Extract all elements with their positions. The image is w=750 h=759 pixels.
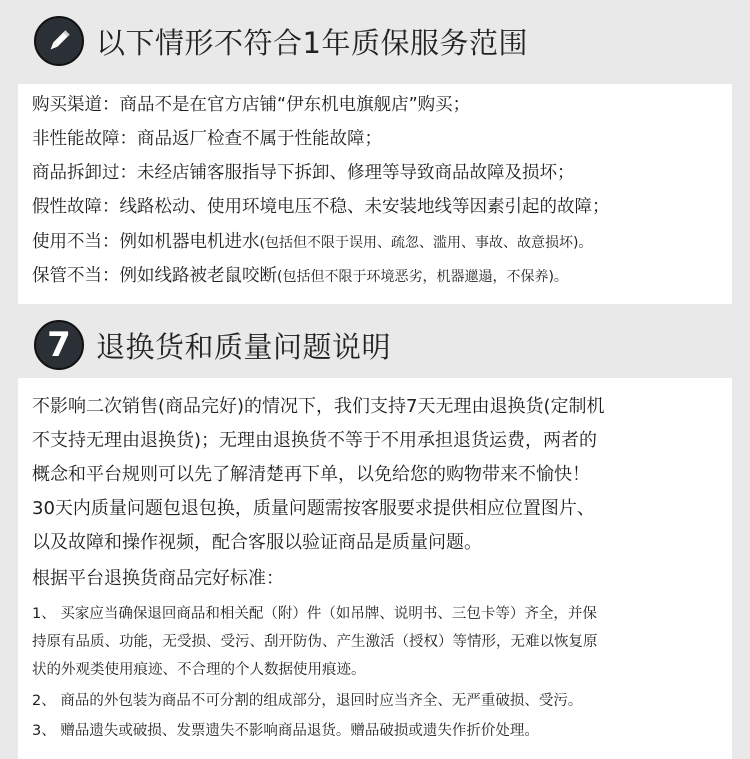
section2-title: 退换货和质量问题说明 [96,329,392,364]
exclusion-item [32,262,568,287]
section2-badge [34,320,84,370]
exclusion-label: 假性故障： [32,197,120,217]
standard-line: 状的外观类使用痕迹、不合理的个人数据使用痕迹。 [32,662,366,678]
exclusion-label: 使用不当： [32,232,120,252]
policy-line: 根据平台退换货商品完好标准： [32,568,284,589]
exclusion-item [32,125,382,150]
exclusion-text: 商品返厂检查不属于性能故障； [137,129,382,149]
section1-header [34,13,528,69]
section1-panel [18,84,732,304]
section2-panel [18,378,732,759]
exclusion-note: (包括但不限于环境恶劣，机器邋遢，不保养)。 [277,269,568,285]
section1-title: 以下情形不符合1年质保服务范围 [96,25,528,60]
section2-header [34,317,391,373]
policy-line: 不支持无理由退换货)；无理由退换货不等于不用承担退货运费，两者的 [32,430,598,451]
standard-line: 3、 赠品遗失或破损、发票遗失不影响商品退货。赠品破损或遗失作折价处理。 [32,723,539,739]
exclusion-note: (包括但不限于误用、疏忽、滥用、事故、故意损坏)。 [259,235,593,251]
exclusion-item [32,91,470,116]
policy-line: 不影响二次销售(商品完好)的情况下，我们支持7天无理由退换货(定制机 [32,396,605,417]
exclusion-text: 未经店铺客服指导下拆卸、修理等导致商品故障及损坏； [137,163,575,183]
exclusion-label: 购买渠道： [32,95,120,115]
exclusion-text: 例如线路被老鼠咬断 [119,266,277,286]
exclusion-text: 商品不是在官方店铺“伊东机电旗舰店”购买； [119,95,471,115]
exclusion-item [32,228,592,253]
section1-badge [34,16,84,66]
exclusion-text: 线路松动、使用环境电压不稳、未安装地线等因素引起的故障； [119,197,610,217]
pencil-icon [45,27,73,55]
policy-line: 30天内质量问题包退包换，质量问题需按客服要求提供相应位置图片、 [32,498,595,519]
policy-line: 概念和平台规则可以先了解清楚再下单，以免给您的购物带来不愉快！ [32,464,590,485]
standard-line: 持原有品质、功能，无受损、受污、刮开防伪、产生激活（授权）等情形，无难以恢复原 [32,634,598,650]
exclusion-item [32,159,575,184]
exclusion-item [32,193,610,218]
exclusion-text: 例如机器电机进水 [119,232,260,252]
policy-line: 以及故障和操作视频，配合客服以验证商品是质量问题。 [32,532,482,553]
standard-line: 2、 商品的外包装为商品不可分割的组成部分，退回时应当齐全、无严重破损、受污。 [32,693,583,709]
standard-line: 1、 买家应当确保退回商品和相关配（附）件（如吊牌、说明书、三包卡等）齐全，并保 [32,606,597,622]
exclusion-label: 非性能故障： [32,129,137,149]
exclusion-label: 保管不当： [32,266,120,286]
exclusion-label: 商品拆卸过： [32,163,137,183]
section-number: 7 [47,325,71,365]
